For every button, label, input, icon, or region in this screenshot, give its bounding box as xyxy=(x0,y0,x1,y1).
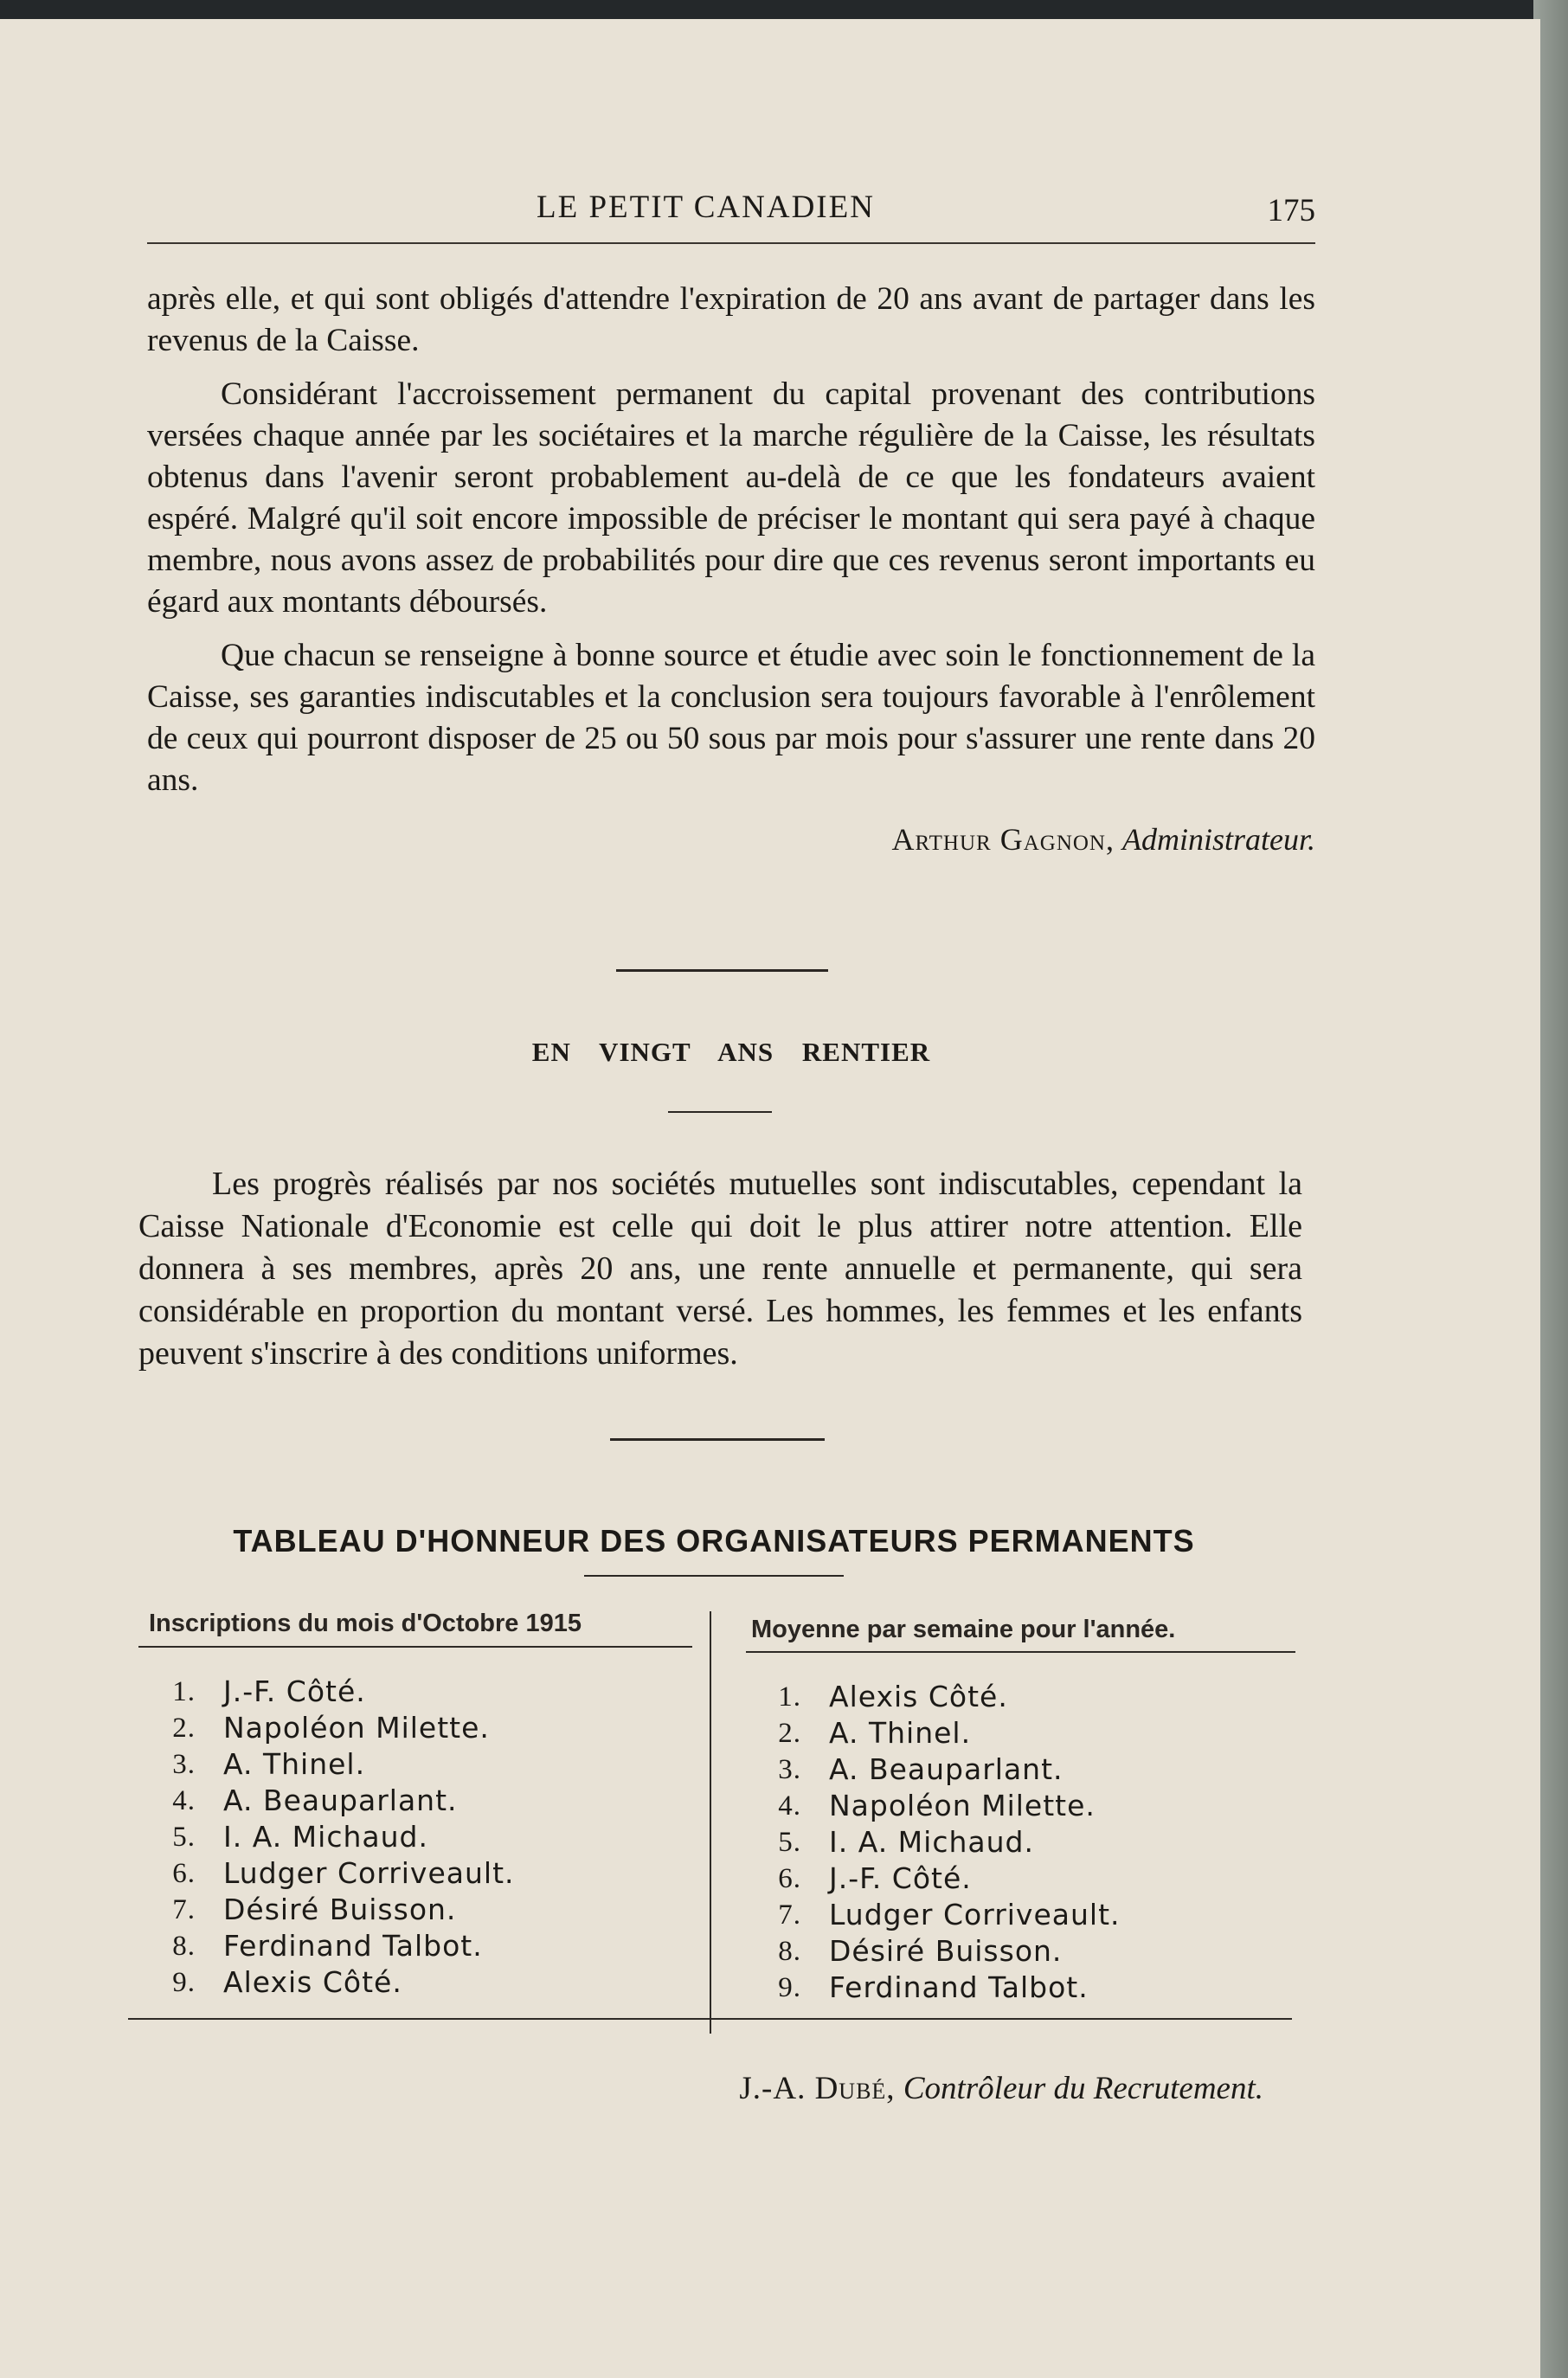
right-names-list xyxy=(760,1679,1121,2006)
title-underline xyxy=(584,1575,844,1577)
table-bottom-rule xyxy=(128,2018,1292,2020)
author-name: Arthur Gagnon, xyxy=(891,822,1115,857)
header-rule xyxy=(147,242,1315,244)
section-divider xyxy=(616,969,828,972)
author-signature xyxy=(147,819,1315,860)
right-column-header: Moyenne par semaine pour l'année. xyxy=(751,1616,1176,1643)
list-item: 6. J.-F. Côté. xyxy=(778,1861,972,1895)
paragraph: après elle, et qui sont obligés d'attendre l'expiration de 20 ans avant de partager dans les revenus de la Caisse. xyxy=(147,281,1315,358)
paragraph: Considérant l'accroissement permanent du capital provenant des contributions versées chaque année par les sociétaires et la marche régulière de la Caisse, les résultats obtenus dans l'avenir seront probablement au-delà de ce que les fondateurs avaient espéré. Malgré qu'il soit encore impossible de préciser le montant qui sera payé à chaque membre, nous avons assez de probabilités pour dire que ces revenus seront importants eu égard aux montants déboursés. xyxy=(147,376,1315,620)
paragraph: Les progrès réalisés par nos sociétés mutuelles sont indiscutables, cependant la Caisse Nationale d'Economie est celle qui doit le plus attirer notre attention. Elle donnera à ses membres, après 20 ans, une rente annuelle et permanente, qui sera considérable en proportion du montant versé. Les hommes, les femmes et les enfants peuvent s'inscrire à des conditions uniformes. xyxy=(138,1166,1302,1372)
list-item: 2. Napoléon Milette. xyxy=(172,1711,490,1745)
list-item: 9. Alexis Côté. xyxy=(172,1965,402,1999)
list-item: 8. Désiré Buisson. xyxy=(778,1934,1063,1968)
journal-title: LE PETIT CANADIEN xyxy=(537,190,875,225)
running-head xyxy=(147,173,1315,228)
right-header-rule xyxy=(746,1651,1295,1653)
list-item: 2. A. Thinel. xyxy=(778,1716,972,1750)
author-role: Administrateur. xyxy=(1121,822,1315,857)
list-item: 8. Ferdinand Talbot. xyxy=(172,1929,483,1963)
list-item: 1. Alexis Côté. xyxy=(778,1680,1008,1713)
article-body xyxy=(147,279,1315,860)
section-body xyxy=(138,1163,1302,1375)
list-item: 4. Napoléon Milette. xyxy=(778,1789,1096,1822)
left-names-list xyxy=(154,1674,515,2001)
section-heading: EN VINGT ANS RENTIER xyxy=(531,1037,931,1067)
paragraph: Que chacun se renseigne à bonne source et étudie avec soin le fonctionnement de la Caisse, ses garanties indiscutables et la conclusion sera toujours favorable à l'enrôlement de ceux qui pourront disposer de 25 ou 50 sous par mois pour s'assurer une rente dans 20 ans. xyxy=(147,638,1315,798)
column-divider xyxy=(710,1611,711,2034)
left-column-header: Inscriptions du mois d'Octobre 1915 xyxy=(149,1610,582,1637)
controller-name: J.-A. Dubé, xyxy=(739,2071,896,2106)
list-item: 3. A. Beauparlant. xyxy=(778,1752,1064,1786)
controller-signature xyxy=(739,2070,1263,2107)
honor-roll-title: TABLEAU D'HONNEUR DES ORGANISATEURS PERMANENTS xyxy=(233,1523,1195,1559)
list-item: 7. Ludger Corriveault. xyxy=(778,1898,1121,1931)
page-number: 175 xyxy=(1267,193,1315,228)
list-item: 5. I. A. Michaud. xyxy=(778,1825,1034,1859)
list-item: 7. Désiré Buisson. xyxy=(172,1893,457,1926)
list-item: 3. A. Thinel. xyxy=(172,1747,366,1781)
heading-underline xyxy=(668,1111,772,1113)
left-header-rule xyxy=(138,1646,692,1648)
list-item: 4. A. Beauparlant. xyxy=(172,1784,458,1817)
document-page xyxy=(0,19,1540,2378)
controller-role: Contrôleur du Recrutement. xyxy=(903,2071,1263,2106)
list-item: 5. I. A. Michaud. xyxy=(172,1820,428,1854)
list-item: 1. J.-F. Côté. xyxy=(172,1674,366,1708)
list-item: 9. Ferdinand Talbot. xyxy=(778,1970,1089,2004)
section-divider xyxy=(610,1438,825,1441)
list-item: 6. Ludger Corriveault. xyxy=(172,1856,515,1890)
